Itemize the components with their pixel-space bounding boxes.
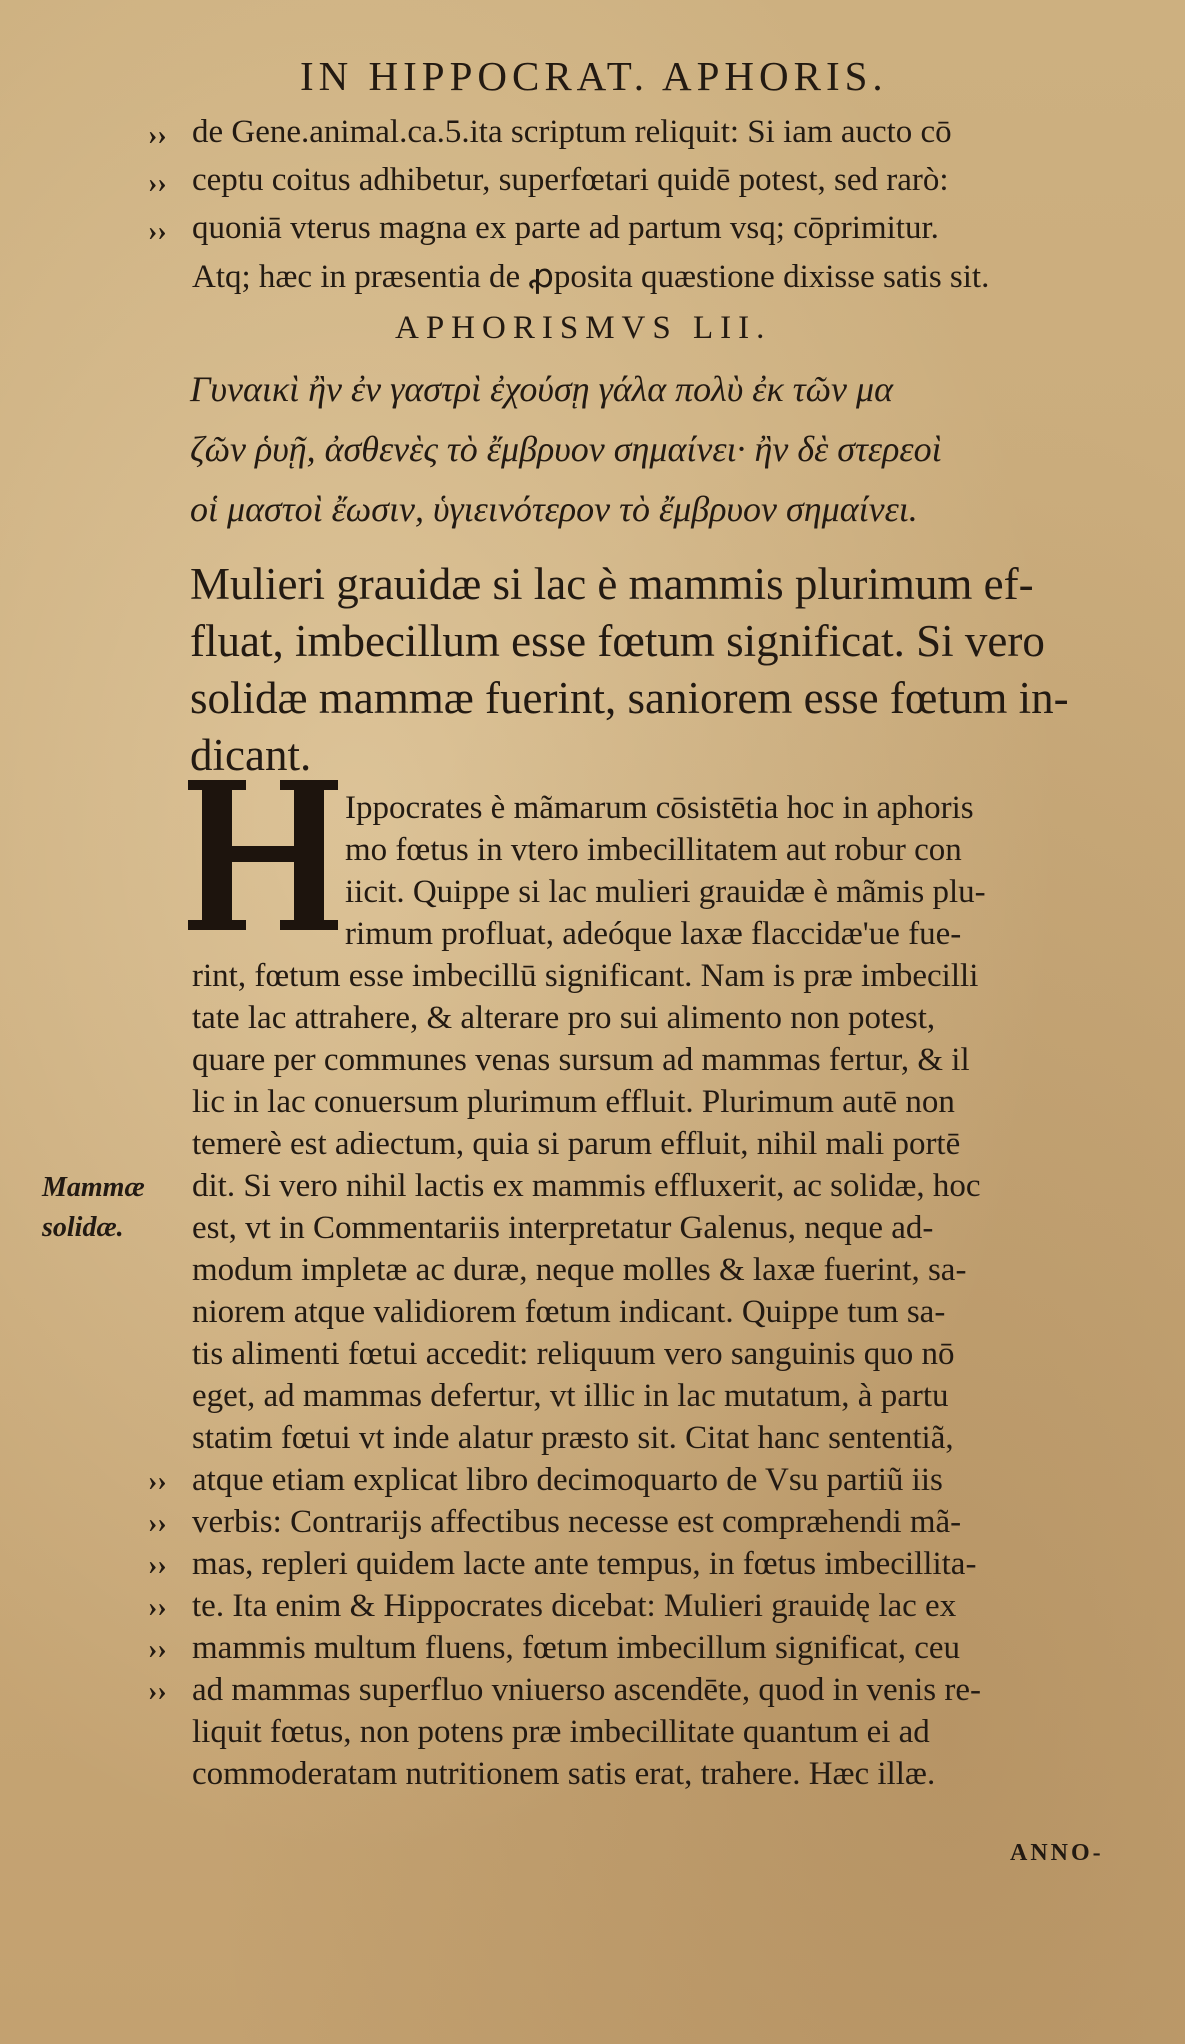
commentary-line-11: est, vt in Commentariis interpretatur Galenus, neque ad- (192, 1210, 934, 1246)
commentary-line-17: atque etiam explicat libro decimoquarto de Vsu partiũ iis (192, 1462, 943, 1498)
quote-mark: ›› (148, 216, 167, 247)
quote-mark: ›› (148, 1592, 167, 1623)
commentary-line-21: mammis multum fluens, fœtum imbecillum significat, ceu (192, 1630, 961, 1666)
commentary-line-20: te. Ita enim & Hippocrates dicebat: Mulieri grauidę lac ex (192, 1588, 957, 1624)
commentary-line-7: quare per communes venas sursum ad mammas fertur, & il (192, 1042, 970, 1078)
quote-mark: ›› (148, 1550, 167, 1581)
drop-cap (188, 780, 338, 930)
commentary-line-6: tate lac attrahere, & alterare pro sui alimento non potest, (192, 1000, 936, 1036)
commentary-line-2: mo fœtus in vtero imbecillitatem aut robur con (345, 832, 962, 868)
greek-line-1: Γυναικὶ ἢν ἐν γαστρὶ ἐχούσῃ γάλα πολὺ ἐκ τῶν μα (190, 369, 894, 409)
commentary-line-15: eget, ad mammas defertur, vt illic in lac mutatum, à partu (192, 1378, 949, 1414)
commentary-line-10: dit. Si vero nihil lactis ex mammis effluxerit, ac solidæ, hoc (192, 1168, 981, 1204)
drop-cap-glyph (188, 780, 338, 930)
greek-line-3: οἱ μαστοὶ ἔωσιν, ὑγιεινότερον τὸ ἔμβρυον σημαίνει. (190, 489, 918, 529)
commentary-line-22: ad mammas superfluo vniuerso ascendēte, quod in venis re- (192, 1672, 982, 1708)
commentary-line-1: Ippocrates è mãmarum cōsistētia hoc in aphoris (345, 790, 974, 826)
quote-mark: ›› (148, 1634, 167, 1665)
latin-line-2: fluat, imbecillum esse fœtum significat. Si vero (190, 616, 1045, 666)
commentary-line-3: iicit. Quippe si lac mulieri grauidæ è mãmis plu- (345, 874, 986, 910)
latin-line-4: dicant. (190, 730, 312, 780)
commentary-line-14: tis alimenti fœtui accedit: reliquum vero sanguinis quo nō (192, 1336, 955, 1372)
latin-line-3: solidæ mammæ fuerint, saniorem esse fœtum in- (190, 673, 1069, 723)
quote-mark: ›› (148, 168, 167, 199)
commentary-line-16: statim fœtui vt inde alatur præsto sit. Citat hanc sententiã, (192, 1420, 954, 1456)
margin-note-line-2: solidæ. (42, 1212, 124, 1243)
commentary-line-13: niorem atque validiorem fœtum indicant. Quippe tum sa- (192, 1294, 946, 1330)
intro-line-1: de Gene.animal.ca.5.ita scriptum reliquit: Si iam aucto cō (192, 114, 952, 150)
aphorism-heading: APHORISMVS LII. (395, 310, 772, 346)
running-header: IN HIPPOCRAT. APHORIS. (300, 53, 888, 99)
commentary-line-9: temerè est adiectum, quia si parum effluit, nihil mali portē (192, 1126, 961, 1162)
margin-note-line-1: Mammæ (42, 1172, 145, 1203)
commentary-line-8: lic in lac conuersum plurimum effluit. Plurimum autē non (192, 1084, 955, 1120)
quote-mark: ›› (148, 1676, 167, 1707)
intro-line-3: quoniā vterus magna ex parte ad partum vsq; cōprimitur. (192, 210, 939, 246)
intro-line-4: Atq; hæc in præsentia de ꝓposita quæstione dixisse satis sit. (192, 259, 990, 295)
commentary-line-12: modum impletæ ac duræ, neque molles & laxæ fuerint, sa- (192, 1252, 967, 1288)
intro-line-2: ceptu coitus adhibetur, superfœtari quidē potest, sed rarò: (192, 162, 949, 198)
quote-mark: ›› (148, 120, 167, 151)
commentary-line-23: liquit fœtus, non potens præ imbecillitate quantum ei ad (192, 1714, 930, 1750)
quote-mark: ›› (148, 1508, 167, 1539)
commentary-line-24: commoderatam nutritionem satis erat, trahere. Hæc illæ. (192, 1756, 936, 1792)
catchword: ANNO- (1010, 1840, 1104, 1866)
greek-line-2: ζῶν ῥυῇ, ἀσθενὲς τὸ ἔμβρυον σημαίνει· ἢν δὲ στερεοὶ (190, 429, 942, 469)
commentary-line-4: rimum profluat, adeóque laxæ flaccidæ'ue fue- (345, 916, 962, 952)
commentary-line-18: verbis: Contrarijs affectibus necesse est compræhendi mã- (192, 1504, 962, 1540)
commentary-line-5: rint, fœtum esse imbecillū significant. Nam is præ imbecilli (192, 958, 979, 994)
quote-mark: ›› (148, 1466, 167, 1497)
commentary-line-19: mas, repleri quidem lacte ante tempus, in fœtus imbecillita- (192, 1546, 977, 1582)
latin-line-1: Mulieri grauidæ si lac è mammis plurimum ef- (190, 559, 1034, 609)
